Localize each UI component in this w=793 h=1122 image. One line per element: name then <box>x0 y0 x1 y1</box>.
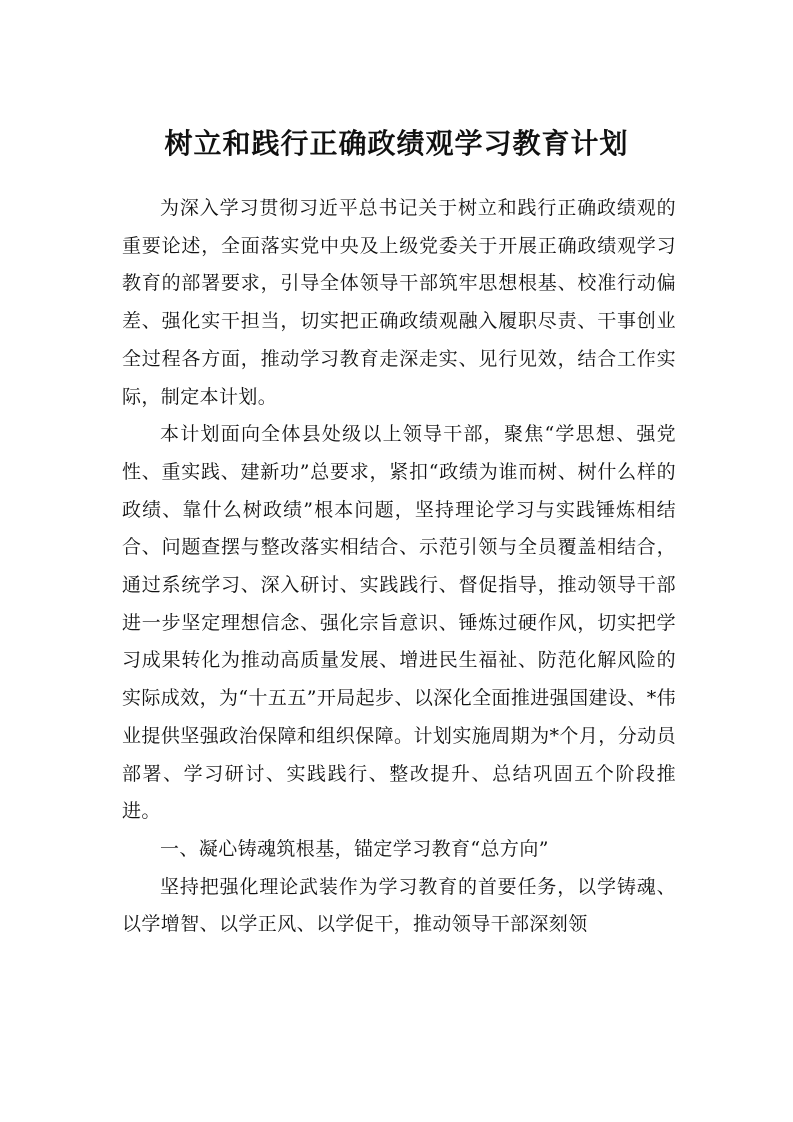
document-title: 树立和践行正确政绩观学习教育计划 <box>164 127 629 160</box>
intro-paragraph: 为深入学习贯彻习近平总书记关于树立和践行正确政绩观的重要论述，全面落实党中央及上级党委关于开展正确政绩观学习教育的部署要求，引导全体领导干部筑牢思想根基、校准行动偏差、强化实干担当，切实把正确政绩观融入履职尽责、干事创业全过程各方面，推动学习教育走深走实、见行见效，结合工作实际，制定本计划。 <box>122 197 676 408</box>
section-paragraph: 坚持把强化理论武装作为学习教育的首要任务，以学铸魂、以学增智、以学正风、以学促干，推动领导干部深刻领 <box>122 875 676 936</box>
scope-paragraph: 本计划面向全体县处级以上领导干部，聚焦“学思想、强党性、重实践、建新功”总要求，紧扣“政绩为谁而树、树什么样的政绩、靠什么树政绩”根本问题，坚持理论学习与实践锤炼相结合、问题查摆与整改落实相结合、示范引领与全员覆盖相结合，通过系统学习、深入研讨、实践践行、督促指导，推动领导干部进一步坚定理想信念、强化宗旨意识、锤炼过硬作风，切实把学习成果转化为推动高质量发展、增进民生福祉、防范化解风险的实际成效，为“十五五”开局起步、以深化全面推进强国建设、*伟业提供坚强政治保障和组织保障。计划实施周期为*个月，分动员部署、学习研讨、实践践行、整改提升、总结巩固五个阶段推进。 <box>122 423 676 823</box>
document-body <box>122 190 676 944</box>
section-heading: 一、凝心铸魂筑根基，锚定学习教育“总方向” <box>160 837 549 860</box>
